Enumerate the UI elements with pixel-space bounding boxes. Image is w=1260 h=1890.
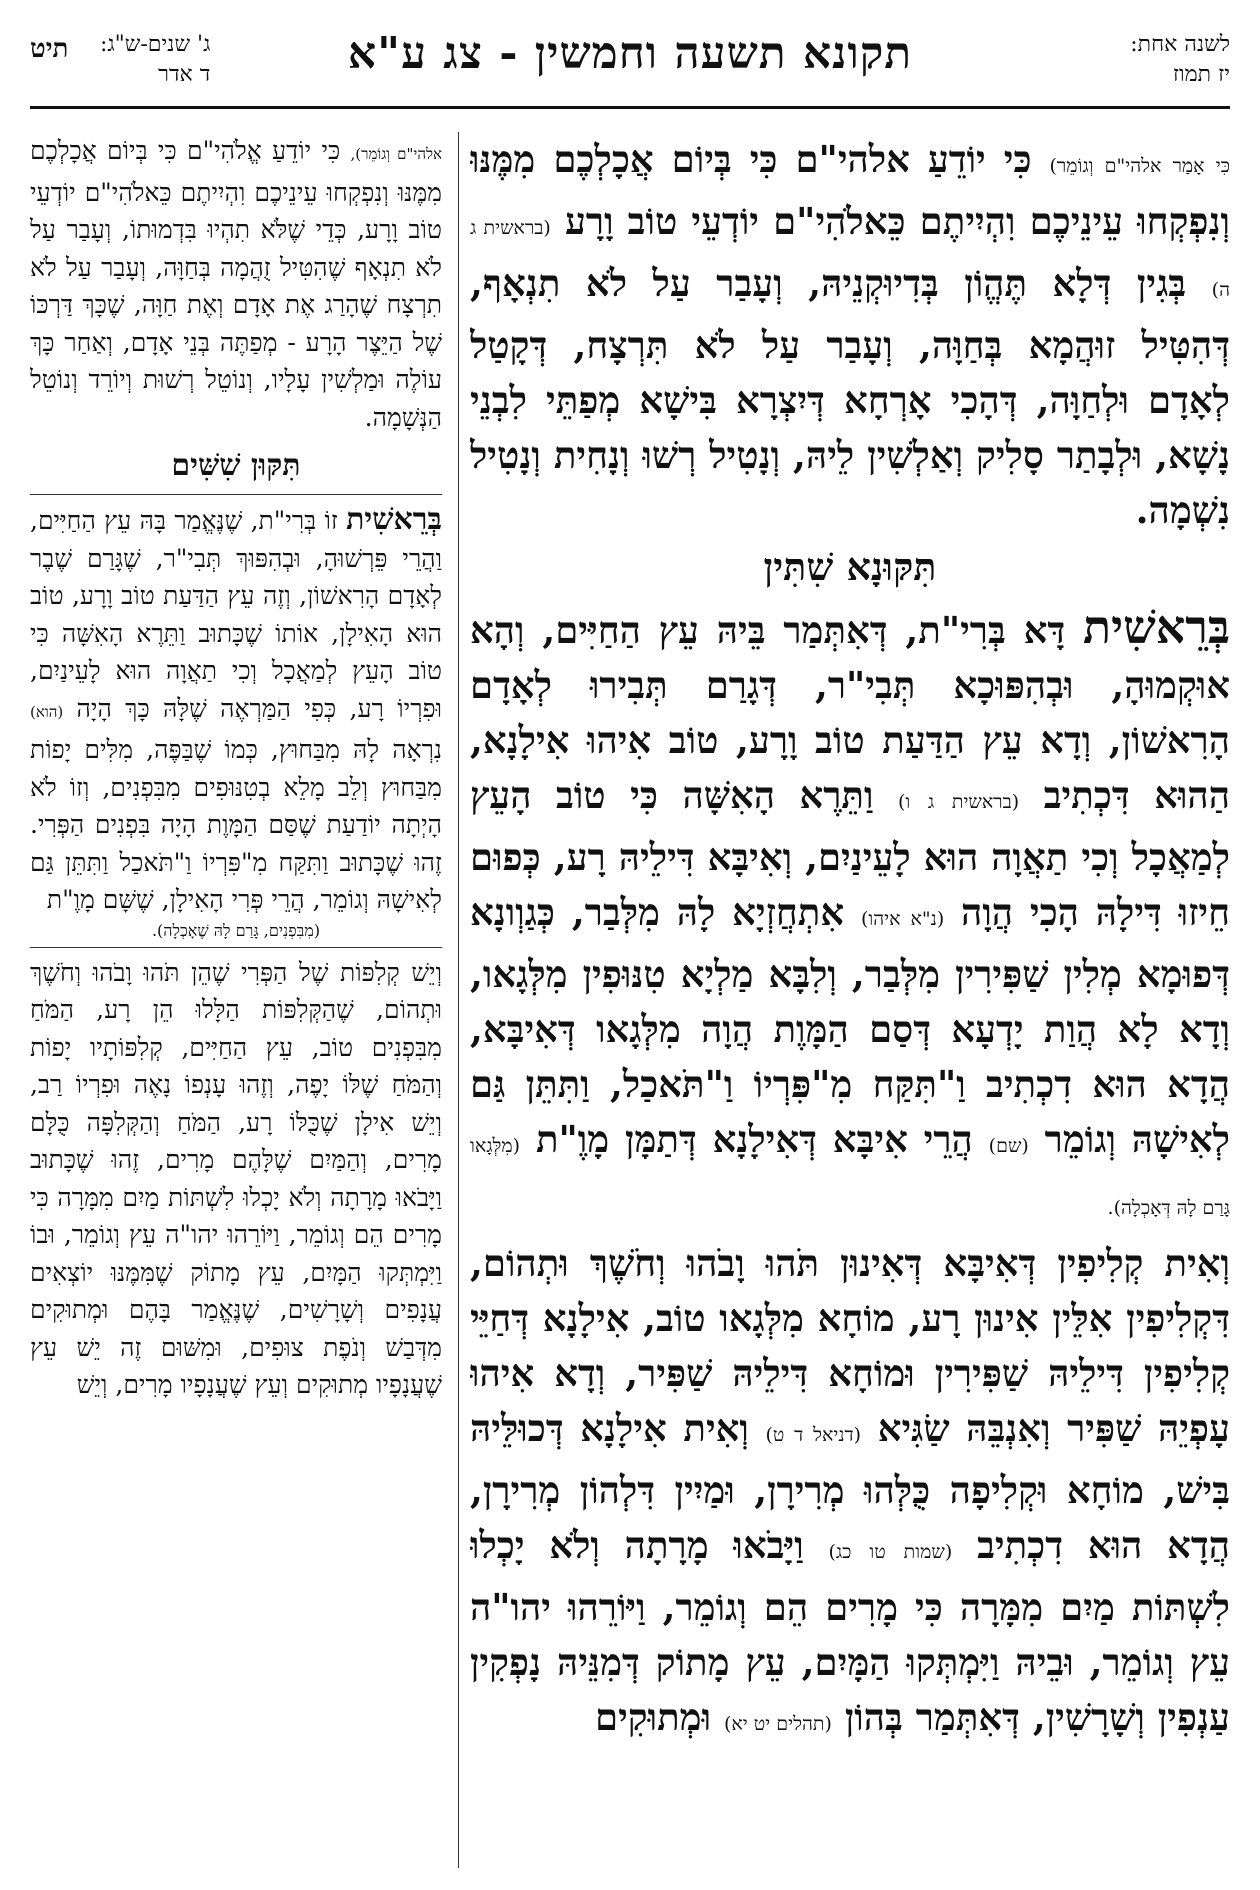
main-para2-citation-2: (נ"א איהו) [860, 908, 945, 930]
main-para3-b: וְאִית אִילָנָא דְּכוּלֵּיהּ בִּישׁ, מוֹחָא וּקְלִיפָה כֻּלְּהוּ מְרִירָן, וּמַיִין דִּלְהוֹן מְרִירָן, הֲדָא הוּא דִכְתִיב [470, 1406, 1230, 1567]
side-para2-opening-word: בְּרֵאשִׁית [346, 502, 442, 537]
side-paragraph-3: וְיֵשׁ קְלִפּוֹת שֶׁל הַפְּרִי שֶׁהֵן תֹּהוּ וָבֹהוּ וְחֹשֶׁךְ וּתְהוֹם, שֶׁהַקְּלִפּוֹת הַלָּלוּ הֵן רָע, הַמֹּחַ מִבִּפְנִים טוֹב, עֵץ הַחַיִּים, קְלִפּוֹתָיו יָפוֹת וְהַמֹּחַ שֶׁלּוֹ יָפֶה, וְזֶהוּ עָנְפוֹ נָאֶה וּפִרְיוֹ רַב, וְיֵשׁ אִילָן שֶׁכֻּלּוֹ רָע, הַמֹּחַ וְהַקְּלִפָּה כֻּלָּם מָרִים, וְהַמַּיִם שֶׁלָּהֶם מָרִים, זֶהוּ שֶׁכָּתוּב וַיָּבֹאוּ מָרָתָה וְלֹא יָכְלוּ לִשְׁתּוֹת מַיִם מִמָּרָה כִּי מָרִים הֵם וְגוֹמֵר, וַיּוֹרֵהוּ יהו"ה עֵץ וְגוֹמֵר, וּבוֹ וַיִּמְתְּקוּ הַמָּיִם, עֵץ מָתוֹק שֶׁמִּמֶּנּוּ יוֹצְאִים עֲנָפִים וְשָׁרָשִׁים, שֶׁנֶּאֱמַר בָּהֶם וּמְתוּקִים מִדְּבַשׁ וְנֹפֶת צוּפִים, וּמִשּׁוּם זֶה יֵשׁ עֵץ שֶׁעֲנָפָיו מְתוּקִים וְעֵץ שֶׁעֲנָפָיו מָרִים, וְיֵשׁ [30, 957, 442, 1399]
main-text-column [470, 132, 1230, 1868]
side-section-title: תִּקּוּן שִׁשִּׁים [171, 448, 301, 483]
header-divider [30, 106, 1230, 109]
side-paragraph-1 [30, 132, 442, 436]
main-para2-c: אִתְחֲזְיָא לָהּ מִלְּבַר, כְּגַוְונָא דְּפוּמָא מְלִין שַׁפִּירִין מִלְּבַר, וְלִבָּא מַלְיָא טִנּוּפִין מִלְּגָאו, וְדָא לָא הֲוַת יָדְעָא דְּסַם הַמָּוֶת הֲוָה מִלְּגָאו דְּאִיבָּא, הֲדָא הוּא דִכְתִיב וַ"תִּקַּח מִ"פִּרְיוֹ וַ"תֹּאכַל, וַתִּתֵּן גַּם לְאִישָׁהּ וְגוֹמֵר [470, 890, 1230, 1161]
main-para3-a: וְאִית קְלִיפִין דְּאִיבָּא דְּאִינוּן תֹּהוּ וָבֹהוּ וְחֹשֶׁךְ וּתְהוֹם, דִּקְלִיפִין אִלֵּין אִינוּן רָע, מוֹחָא מִלְּגָאו טוֹב, אִילָנָא דְּחַיֵּי קְלִיפִין דִּילֵיהּ שַׁפִּירִין וּמוֹחָא דִּילֵיהּ שַׁפִּיר, וְדָא אִיהוּ עָפְיֵהּ שַׁפִּיר וְאִנְבֵּהּ שַׂגִּיא [470, 1241, 1230, 1450]
side-para1-lead: אלהי"ם וְגוֹמֵר), [350, 145, 442, 163]
main-para2-citation-4: (מִלְּגָאו גָּרַם לָהּ דְּאָכְלָה). [470, 1135, 1230, 1219]
side-para2-a: זוֹ בְּרִי"ת, שֶׁנֶּאֱמַר בָּהּ עֵץ הַחַיִּים, וַהֲרֵי פֵּרְשׁוּהָ, וּבְהִפּוּךְ תְּבִי"ר, שֶׁגָּרַם שֶׁבֶר לְאָדָם הָרִאשׁוֹן, וְזֶה עֵץ הַדַּעַת טוֹב וָרָע, טוֹב הוּא הָאִילָן, אוֹתוֹ שֶׁכָּתוּב וַתֵּרֶא הָאִשָּׁה כִּי טוֹב הָעֵץ לְמַאֲכָל וְכִי תַאֲוָה הוּא לָעֵינַיִם, וּפִרְיוֹ רָע, כְּפִי הַמַּרְאֶה שֶׁלָּהּ כָּךְ הָיָה [30, 506, 442, 723]
header-one-year-date: יז תמוז [1172, 62, 1230, 87]
side-note: (מִבִּפְנִים, גָּרַם לָהּ שֶׁאָכְלָה). [151, 920, 321, 940]
side-para2-citation-1: (הוא) [30, 702, 64, 721]
main-para1-text: כִּי יוֹדֵעַ אלהי"ם כִּי בְּיוֹם אֲכָלְכֶם מִמֶּנּוּ וְנִפְקְחוּ עֵינֵיכֶם וִהְיִיתֶם כֵּאלֹהִי"ם יוֹדְעֵי טוֹב וָרָע [470, 137, 1230, 243]
header-three-years-label: ג' שנים-ש"ג: [100, 32, 211, 57]
side-section-rule [30, 494, 442, 495]
main-paragraph-2 [470, 600, 1230, 1236]
main-para1-citation: (בראשית ג ה) [470, 217, 1230, 301]
side-note-rule [30, 947, 442, 948]
page-number: תיט [30, 34, 69, 64]
main-para1-rest: בְּגִין דְּלָא תֶּהֱוֹן בְּדִיוּקְנֵיהּ, וְעָבַר עַל לֹא תִנְאָף, דְּהִטִּיל זוּהֲמָא בְּחַוָּה, וְעָבַר עַל לֹא תִּרְצָח, דְּקָטַל לְאָדָם וּלְחַוָּה, דְּהָכִי אָרְחָא דְּיִצְרָא בִּישָׁא מְפַתֵּי לִבְנֵי נָשָׁא, וּלְבָתַר סָלִיק וְאַלְשִׁין לֵיהּ, וְנָטִיל רְשׁוּ וְנָחִית וְנָטִיל נִשְׁמָה. [470, 261, 1230, 532]
page-title: תקונא תשעה וחמשין - צג ע"א [347, 28, 913, 79]
main-para3-c: וַיָּבֹאוּ מָרָתָה וְלֹא יָכְלוּ לִשְׁתּוֹת מַיִם מִמָּרָה כִּי מָרִים הֵם וְגוֹמֵר, וַיּוֹרֵהוּ יהו"ה עֵץ וְגוֹמֵר, וּבֵיהּ וַיִּמְתְּקוּ הַמָּיִם, עֵץ מָתוֹק דְּמִנֵּיהּ נָפְקִין עַנְפִין וְשָׁרָשִׁין, דְּאִתְּמַר בְּהוֹן [470, 1523, 1230, 1739]
main-para2-citation-3: (שם) [988, 1135, 1029, 1157]
main-para3-citation-1: (דניאל ד ט) [765, 1424, 862, 1446]
main-para2-d: הֲרֵי אִיבָּא דְּאִילָנָא דְּתַמָּן מָוֶ"ת [535, 1117, 973, 1161]
main-para1-lead: כִּי אָמַר אלהי"ם וְגוֹמֵר) [1049, 155, 1230, 177]
header-three-years-date: ד אדר [158, 62, 211, 87]
main-paragraph-3 [470, 1236, 1230, 1752]
side-paragraph-2 [30, 501, 442, 919]
column-divider [458, 132, 459, 1868]
header-one-year-label: לשנה אחת: [1130, 32, 1230, 57]
main-para2-opening-word: בְּרֵאשִׁית [1083, 600, 1230, 654]
main-para2-b: וַתֵּרֶא הָאִשָּׁה כִּי טוֹב הָעֵץ לְמַאֲכָל וְכִי תַאֲוָה הוּא לָעֵינַיִם, וְאִיבָּא דִּילֵיהּ רָע, כְּפוּם חֵיזוּ דִּילָהּ הָכִי הֲוָה [470, 773, 1230, 934]
main-para3-citation-3: (תהלים יט יא) [723, 1713, 832, 1735]
page [30, 22, 1230, 1868]
main-para2-a: דָּא בְּרִי"ת, דְּאִתְּמַר בֵּיהּ עֵץ הַחַיִּים, וְהָא אוּקְמוּהָ, וּבְהִפּוּכָא תְּבִי"ר, דְּגָרַם תְּבִירוּ לְאָדָם הָרִאשׁוֹן, וְדָא עֵץ הַדַּעַת טוֹב וָרָע, טוֹב אִיהוּ אִילָנָא, הַהוּא דִּכְתִיב [470, 608, 1230, 817]
main-section-title: תִּקּוּנָא שִׁתִּין [763, 544, 937, 589]
main-para3-citation-2: (שמות טו כג) [828, 1541, 953, 1563]
header-study-schedule-three-years [100, 30, 210, 90]
translation-column [30, 132, 442, 1868]
main-para2-citation-1: (בראשית ג ו) [897, 791, 1020, 813]
page-header [30, 22, 1230, 114]
side-para1-text: כִּי יוֹדֵעַ אֱלֹהִי"ם כִּי בְּיוֹם אֲכָלְכֶם מִמֶּנּוּ וְנִפְקְחוּ עֵינֵיכֶם וִהְיִיתֶם כֵּאלֹהִי"ם יוֹדְעֵי טוֹב וָרָע, כְּדֵי שֶׁלֹּא תִהְיוּ בִּדְמוּתוֹ, וְעָבַר עַל לֹא תִנְאָף שֶׁהִטִּיל זֻהֲמָה בְּחַוָּה, וְעָבַר עַל לֹא תִרְצָח שֶׁהָרַג אֶת אָדָם וְאֶת חַוָּה, שֶׁכָּךְ דַּרְכּוֹ שֶׁל הַיֵּצֶר הָרָע - מְפַתֶּה בְּנֵי אָדָם, וְאַחַר כָּךְ עוֹלֶה וּמַלְשִׁין עָלָיו, וְנוֹטֵל רְשׁוּת וְיוֹרֵד וְנוֹטֵל הַנְּשָׁמָה. [30, 136, 442, 432]
main-paragraph-1 [470, 132, 1230, 538]
main-para3-d: וּמְתוּקִים [595, 1695, 712, 1739]
side-para2-b: נִרְאָה לָהּ מִבַּחוּץ, כְּמוֹ שֶׁבַּפֶּה, מִלִּים יָפוֹת מִבַּחוּץ וְלֵב מָלֵא בְטִנּוּפִים מִבִּפְנִים, וְזוֹ לֹא הָיְתָה יוֹדַעַת שֶׁסַּם הַמָּוֶת הָיָה בִּפְנִים הַפְּרִי. זֶהוּ שֶׁכָּתוּב וַתִּקַּח מִ"פִּרְיוֹ וַ"תֹּאכַל וַתִּתֵּן גַּם לְאִישָׁהּ וְגוֹמֵר, הֲרֵי פְּרִי הָאִילָן, שֶׁשָּׁם מָוֶ"ת [30, 735, 442, 914]
